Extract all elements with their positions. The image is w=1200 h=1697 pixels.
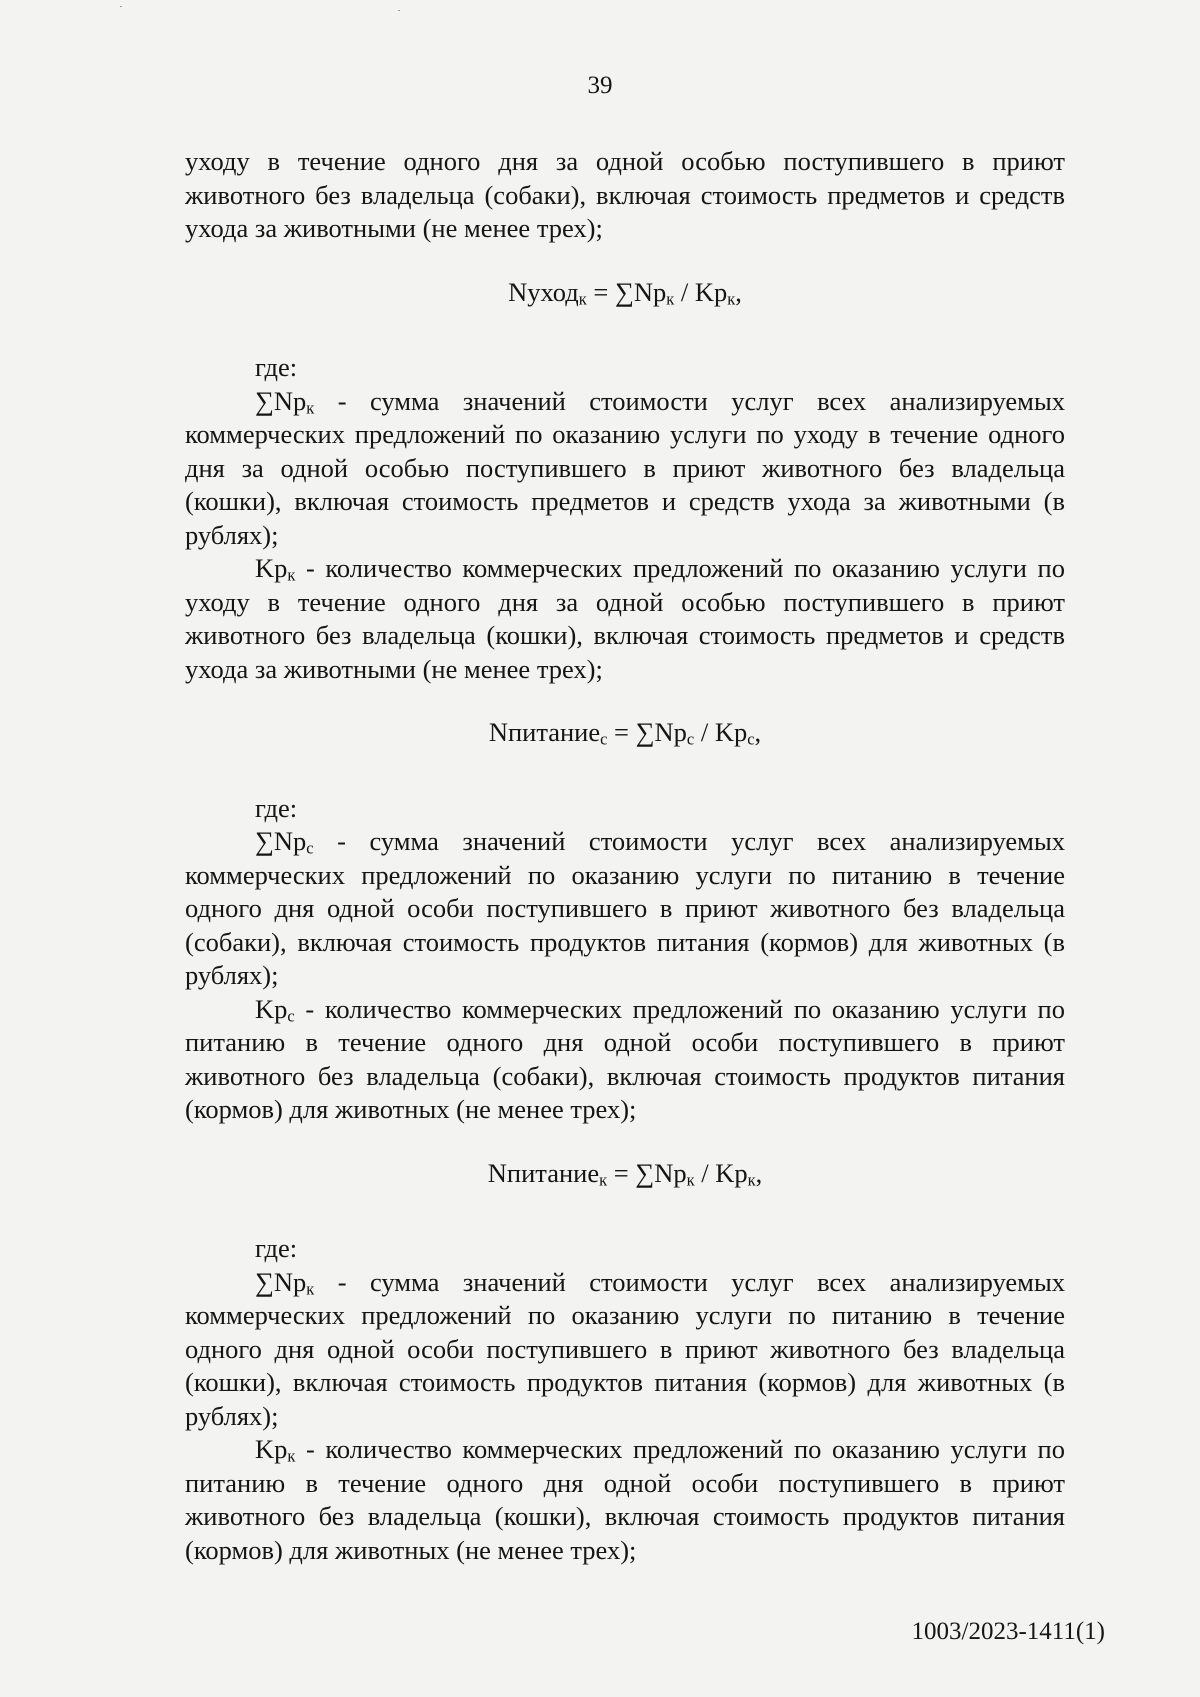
where-label: где: <box>255 352 298 382</box>
scan-speck <box>398 10 400 11</box>
document-registration-number: 1003/2023-1411(1) <box>911 1618 1105 1645</box>
where-label: где: <box>255 792 298 823</box>
formula-food-cats: Nпитание$_к$ = $\sum Np_к / Kp_к$, <box>487 1157 763 1190</box>
definition-count-care-cats: $Kp_к$ - количество коммерческих предложений по оказанию услуги по уходу в течение одного дня за одной особью поступившего в приют животного без владельца (кошки), включая стоимость предметов и средств ухода за животными (не менее трех); <box>185 553 1065 684</box>
page-number: 39 <box>587 72 613 99</box>
definition-sum-food-dogs: $\sum Np_с$ - сумма значений стоимости услуг всех анализируемых коммерческих предложений по оказанию услуги по питанию в течение одного дня одной особи поступившего в приют животного без владельца (собаки), включая стоимость продуктов питания (кормов) для животных (в рублях); <box>185 826 1065 990</box>
formula-food-dogs: Nпитание$_с$ = $\sum Np_с / Kp_с$, <box>488 717 762 749</box>
definition-count-food-dogs: $Kp_с$ - количество коммерческих предложений по оказанию услуги по питанию в течение одного дня одной особи поступившего в приют животного без владельца (собаки), включая стоимость продуктов питания (кормов) для животных (не менее трех); <box>185 993 1065 1124</box>
document-body <box>185 145 1065 1567</box>
definition-count-food-cats: $Kp_к$ - количество коммерческих предложений по оказанию услуги по питанию в течение одного дня одной особи поступившего в приют животного без владельца (кошки), включая стоимость продуктов питания (кормов) для животных (не менее трех); <box>185 1434 1065 1565</box>
where-label: где: <box>255 1233 298 1263</box>
paragraph-intro: уходу в течение одного дня за одной особью поступившего в приют животного без владельца (собаки), включая стоимость предметов и средств ухода за животными (не менее трех); <box>185 146 1065 243</box>
scan-speck <box>120 6 122 7</box>
definition-sum-care-cats: $\sum Np_к$ - сумма значений стоимости услуг всех анализируемых коммерческих предложений по оказанию услуги по уходу в течение одного дня за одной особью поступившего в приют животного без владельца (кошки), включая стоимость предметов и средств ухода за животными (в рублях); <box>185 385 1065 550</box>
definition-sum-food-cats: $\sum Np_к$ - сумма значений стоимости услуг всех анализируемых коммерческих предложений по оказанию услуги по питанию в течение одного дня одной особи поступившего в приют животного без владельца (кошки), включая стоимость продуктов питания (кормов) для животных (в рублях); <box>185 1266 1065 1431</box>
formula-care-cats: Nуход$_к$ = $\sum Np_к / Kp_к$, <box>508 276 742 309</box>
